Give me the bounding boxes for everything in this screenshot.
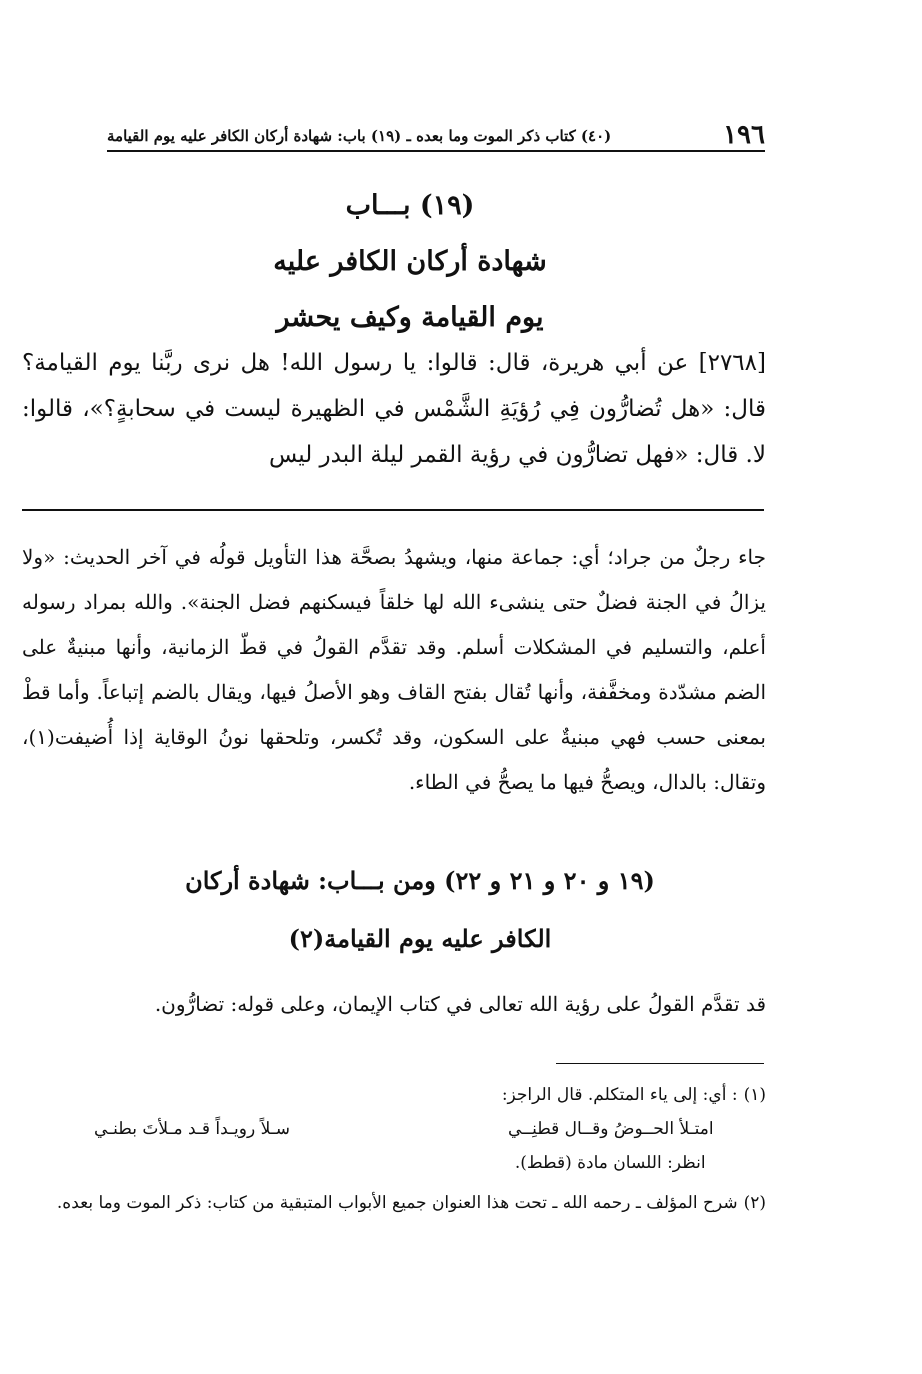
chapter-title-line-2: يوم القيامة وكيف يحشر [276, 302, 544, 333]
verse-first-hemistich: امتـلأ الحــوضُ وقــال قطنِــي [507, 1119, 714, 1139]
running-head-title: (٤٠) كتاب ذكر الموت وما بعده ـ (١٩) باب: شهادة أركان الكافر عليه يوم القيامة [107, 127, 612, 145]
chapter-title-line-1: شهادة أركان الكافر عليه [273, 246, 547, 277]
poetry-verse [22, 1112, 738, 1146]
hadith-text: [٢٧٦٨] عن أبي هريرة، قال: قالوا: يا رسول الله! هل نرى ربَّنا يوم القيامة؟ قال: «هل تُضارُّون فِي رُؤيَةِ الشَّمْس في الظهيرة ليست في سحابةٍ؟»، قالوا: لا. قال: «فهل تضارُّون في رؤية القمر ليلة البدر ليس [22, 350, 766, 468]
hadith-text-block [22, 340, 766, 478]
chapter-number: (١٩) بـــاب [345, 190, 475, 221]
section-heading [60, 852, 780, 968]
commentary-block [22, 535, 766, 805]
footnotes [22, 1078, 766, 1220]
section-heading-line-1: (١٩ و ٢٠ و ٢١ و ٢٢) ومن بـــاب: شهادة أركان [185, 866, 655, 895]
footnote-body [22, 1078, 738, 1180]
footnote-number: (١) [743, 1085, 766, 1105]
page-number: ١٩٦ [723, 120, 765, 150]
chapter-heading [60, 178, 760, 346]
running-head [107, 118, 765, 152]
footnote-source: انظر: اللسان مادة (قطط). [514, 1153, 706, 1173]
section-text: قد تقدَّم القولُ على رؤية الله تعالى في كتاب الإيمان، وعلى قوله: تضارُّون. [154, 992, 766, 1016]
footnote-1 [22, 1078, 766, 1180]
footnote-2 [22, 1186, 766, 1220]
footnote-text: شرح المؤلف ـ رحمه الله ـ تحت هذا العنوان جميع الأبواب المتبقية من كتاب: ذكر الموت وما بعده. [56, 1193, 738, 1213]
footnote-number: (٢) [743, 1193, 766, 1213]
footnote-divider [556, 1063, 764, 1064]
footnote-body [22, 1186, 738, 1220]
verse-second-hemistich: سـلاً رويـداً قـد مـلأتَ بطنـي [94, 1119, 290, 1139]
section-text-block [22, 962, 766, 1047]
footnote-intro: : أي: إلى ياء المتكلم. قال الراجز: [501, 1085, 738, 1105]
commentary-text: جاء رجلٌ من جراد؛ أي: جماعة منها، ويشهدُ بصحَّة هذا التأويل قولُه في آخر الحديث: «ولا يزالُ في الجنة فضلٌ حتى ينشىء الله لها خلقاً فيسكنهم فضل الجنة». والله بمراد رسوله أعلم، والتسليم في المشكلات أسلم. وقد تقدَّم القولُ في قطّ الزمانية، وأنها مبنيةٌ على الضم مشدّدة ومخفَّفة، وأنها تُقال بفتح القاف وهو الأصلُ فيها، ويقال بالضم إتباعاً. وأما قطْ بمعنى حسب فهي مبنيةٌ على السكون، وقد تُكسر، وتلحقها نونُ الوقاية إذا أُضيفت(١)، وتقال: بالدال، ويصحُّ فيها ما يصحُّ في الطاء. [22, 545, 766, 794]
text-divider [22, 509, 764, 511]
section-heading-line-2: الكافر عليه يوم القيامة(٢) [288, 924, 552, 953]
